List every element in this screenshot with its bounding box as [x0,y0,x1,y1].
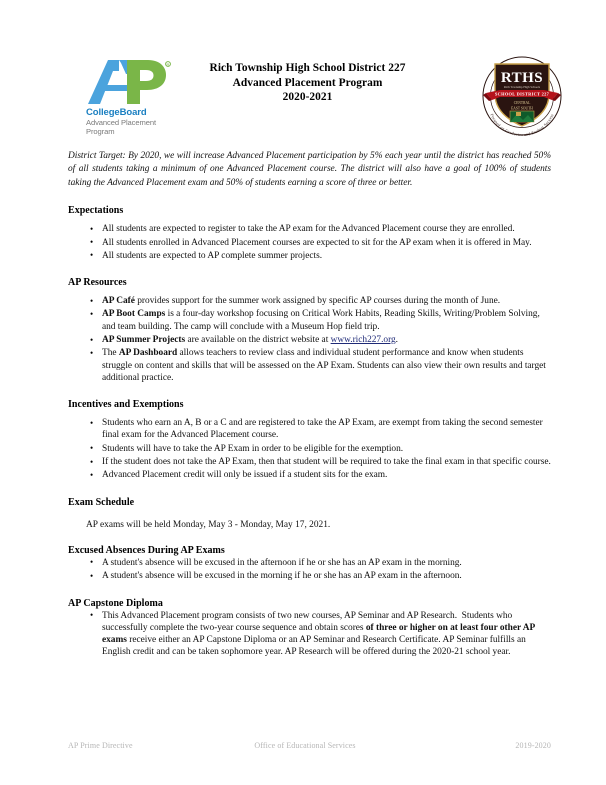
list-item: • All students enrolled in Advanced Placement courses are expected to sit for the AP exam when it is offered in May. [68,237,551,249]
document-body [68,150,551,660]
list-item: • Students who earn an A, B or a C and are registered to take the AP Exam, are exempt from taking the second semester final exam for the Advanced Placement course. [68,417,551,442]
section-heading-excused-absences: Excused Absences During AP Exams [68,544,225,556]
rths-crest-logo [480,52,564,140]
ap-logo-subtitle-line1: Advanced Placement [86,118,156,127]
term-ap-summer-projects: AP Summer Projects [102,335,186,345]
svg-text:Focused on Graduates and Stude: Focused on Graduates and Student Success [489,112,555,138]
page-title-line-1: Rich Township High School District 227 [209,62,406,74]
emphasis-score-requirement: of three or higher on at least four other AP exams [102,622,535,646]
footer-center-text: Office of Educational Services [254,740,356,750]
list-item: • AP Café provides support for the summer work assigned by specific AP courses during the month of June. [68,295,551,307]
list-item: • The AP Dashboard allows teachers to review class and individual student performance and know when students struggle on content and skills that will be assessed on the AP Exam. Students can also view their own results and target additional practice. [68,347,551,384]
svg-text:RTHS: RTHS [500,70,544,86]
page-title-line-2: Advanced Placement Program [232,76,383,89]
list-item: • All students are expected to AP complete summer projects. [68,250,551,262]
section-heading-exam-schedule: Exam Schedule [68,496,135,508]
district-target-paragraph: District Target: By 2020, we will increase Advanced Placement participation by 5% each year until the district has reached 50% of all students taking a minimum of one Advanced Placement course. The district will also have a goal of 100% of students taking the Advanced Placement exam and 50% of students earning a score of three or better. [68,151,551,188]
ap-logo-subtitle-line2: Program [86,127,115,136]
list-item: • All students are expected to register to take the AP exam for the Advanced Placement course they are enrolled. [68,223,551,235]
ap-collegeboard-logo [86,58,178,136]
page-title-line-3: 2020-2021 [282,91,333,103]
term-ap-dashboard: AP Dashboard [118,348,178,359]
district-website-link[interactable]: www.rich227.org [330,335,396,345]
ap-logo-brand-text: CollegeBoard [86,107,147,118]
svg-text:EAST SOUTH: EAST SOUTH [511,106,533,111]
document-title-block [185,61,430,105]
list-item: • A student's absence will be excused in the afternoon if he or she has an AP exam in the morning. [68,557,551,569]
svg-text:Rich Township High Schools: Rich Township High Schools [503,85,541,89]
svg-text:SCHOOL DISTRICT 227: SCHOOL DISTRICT 227 [494,91,550,97]
expectations-list [68,223,551,262]
section-heading-ap-capstone-diploma: AP Capstone Diploma [68,597,163,609]
svg-text:R: R [166,62,170,67]
term-ap-cafe: AP Café [102,296,135,307]
list-item: • Advanced Placement credit will only be issued if a student sits for the exam. [68,469,551,481]
exam-schedule-paragraph: AP exams will be held Monday, May 3 - Monday, May 17, 2021. [86,519,331,530]
svg-text:CENTRAL: CENTRAL [513,101,531,105]
term-ap-boot-camps: AP Boot Camps [102,309,166,320]
footer-right-text: 2019-2020 [515,740,551,750]
ap-resources-list [68,295,551,384]
list-item: • Students will have to take the AP Exam in order to be eligible for the exemption. [68,443,551,455]
list-item: • A student's absence will be excused in the morning if he or she has an AP exam in the afternoon. [68,570,551,582]
ap-capstone-list [68,610,551,659]
ap-logo-mark-icon [86,58,172,106]
section-heading-expectations: Expectations [68,205,124,217]
document-footer [68,738,551,752]
footer-left-text: AP Prime Directive [68,740,133,750]
incentives-list [68,417,551,481]
list-item: • AP Boot Camps is a four-day workshop focusing on Critical Work Habits, Reading Skills, Writing/Problem Solving, and team building. The camp will conclude with a Museum Hop field trip. [68,308,551,333]
list-item: • AP Summer Projects are available on the district website at www.rich227.org. [68,334,551,346]
section-heading-ap-resources: AP Resources [68,277,127,289]
excused-absences-list [68,557,551,583]
list-item: • If the student does not take the AP Exam, then that student will be required to take the final exam in that specific course. [68,456,551,468]
list-item: • This Advanced Placement program consists of two new courses, AP Seminar and AP Research. Students who successfully complete the two-year course sequence and obtain scores of three or higher on at least four other AP exams receive either an AP Capstone Diploma or an AP Seminar and Research Certificate. AP Seminar fulfills an English credit and can be taken sophomore year. AP Research will be offered during the 2020-21 school year. [68,610,551,659]
document-header [0,52,606,147]
section-heading-incentives-and-exemptions: Incentives and Exemptions [68,399,184,411]
